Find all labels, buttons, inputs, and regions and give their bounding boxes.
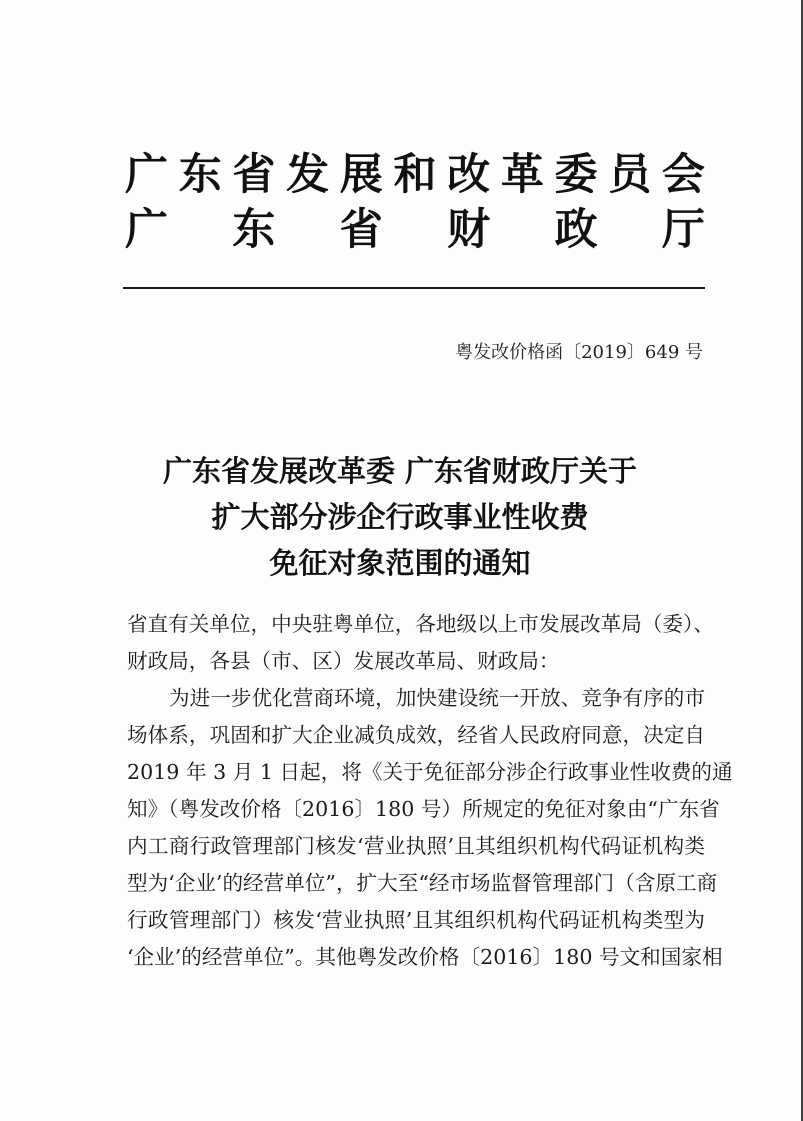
- issuer-char: 员: [608, 150, 652, 200]
- issuer-char: 革: [500, 150, 544, 200]
- issuer-char: 改: [447, 150, 491, 200]
- body-line: 型为‘企业’的经营单位”，扩大至“经市场监督管理部门（含原工商: [127, 871, 718, 895]
- body-line: 行政管理部门）核发‘营业执照’且其组织机构代码证机构类型为: [127, 908, 705, 932]
- body-line: 场体系，巩固和扩大企业减负成效，经省人民政府同意，决定自: [127, 723, 705, 747]
- header-divider: [123, 287, 705, 289]
- issuer-char: 东: [232, 205, 276, 255]
- issuer-char: 发: [286, 150, 330, 200]
- issuer-char: 会: [661, 150, 705, 200]
- title-line: 免征对象范围的通知: [269, 546, 531, 580]
- body-line: 2019 年 3 月 1 日起，将《关于免征部分涉企行政事业性收费的通: [127, 760, 733, 784]
- issuer-char: 财: [447, 205, 491, 255]
- document-number: 粤发改价格函〔2019〕649 号: [455, 342, 703, 363]
- addressee-line: 省直有关单位，中央驻粤单位，各地级以上市发展改革局（委）、: [127, 612, 714, 636]
- body-line: 知》（粤发改价格〔2016〕180 号）所规定的免征对象由“广东省: [127, 797, 720, 821]
- body-line: ‘企业’的经营单位”。其他粤发改价格〔2016〕180 号文和国家相: [127, 945, 723, 969]
- issuer-char: 广: [125, 205, 168, 255]
- title-line: 广东省发展改革委 广东省财政厅关于: [162, 454, 638, 488]
- body-line: 内工商行政管理部门核发‘营业执照’且其组织机构代码证机构类: [127, 834, 705, 858]
- issuer-name-finance: [125, 205, 705, 255]
- body-line: 为进一步优化营商环境，加快建设统一开放、竞争有序的市: [169, 686, 705, 710]
- issuer-char: 和: [393, 150, 437, 200]
- issuer-char: 广: [125, 150, 168, 200]
- document-body: [127, 606, 733, 976]
- issuer-name-drc: [125, 150, 705, 200]
- issuer-char: 东: [178, 150, 222, 200]
- document-title: [100, 448, 700, 586]
- title-line: 扩大部分涉企行政事业性收费: [211, 500, 589, 534]
- issuer-char: 政: [554, 205, 598, 255]
- issuer-char: 展: [339, 150, 383, 200]
- issuer-char: 省: [339, 205, 383, 255]
- issuer-char: 省: [232, 150, 276, 200]
- issuer-char: 厅: [661, 205, 705, 255]
- issuer-char: 委: [554, 150, 598, 200]
- addressee-line: 财政局，各县（市、区）发展改革局、财政局：: [127, 649, 560, 673]
